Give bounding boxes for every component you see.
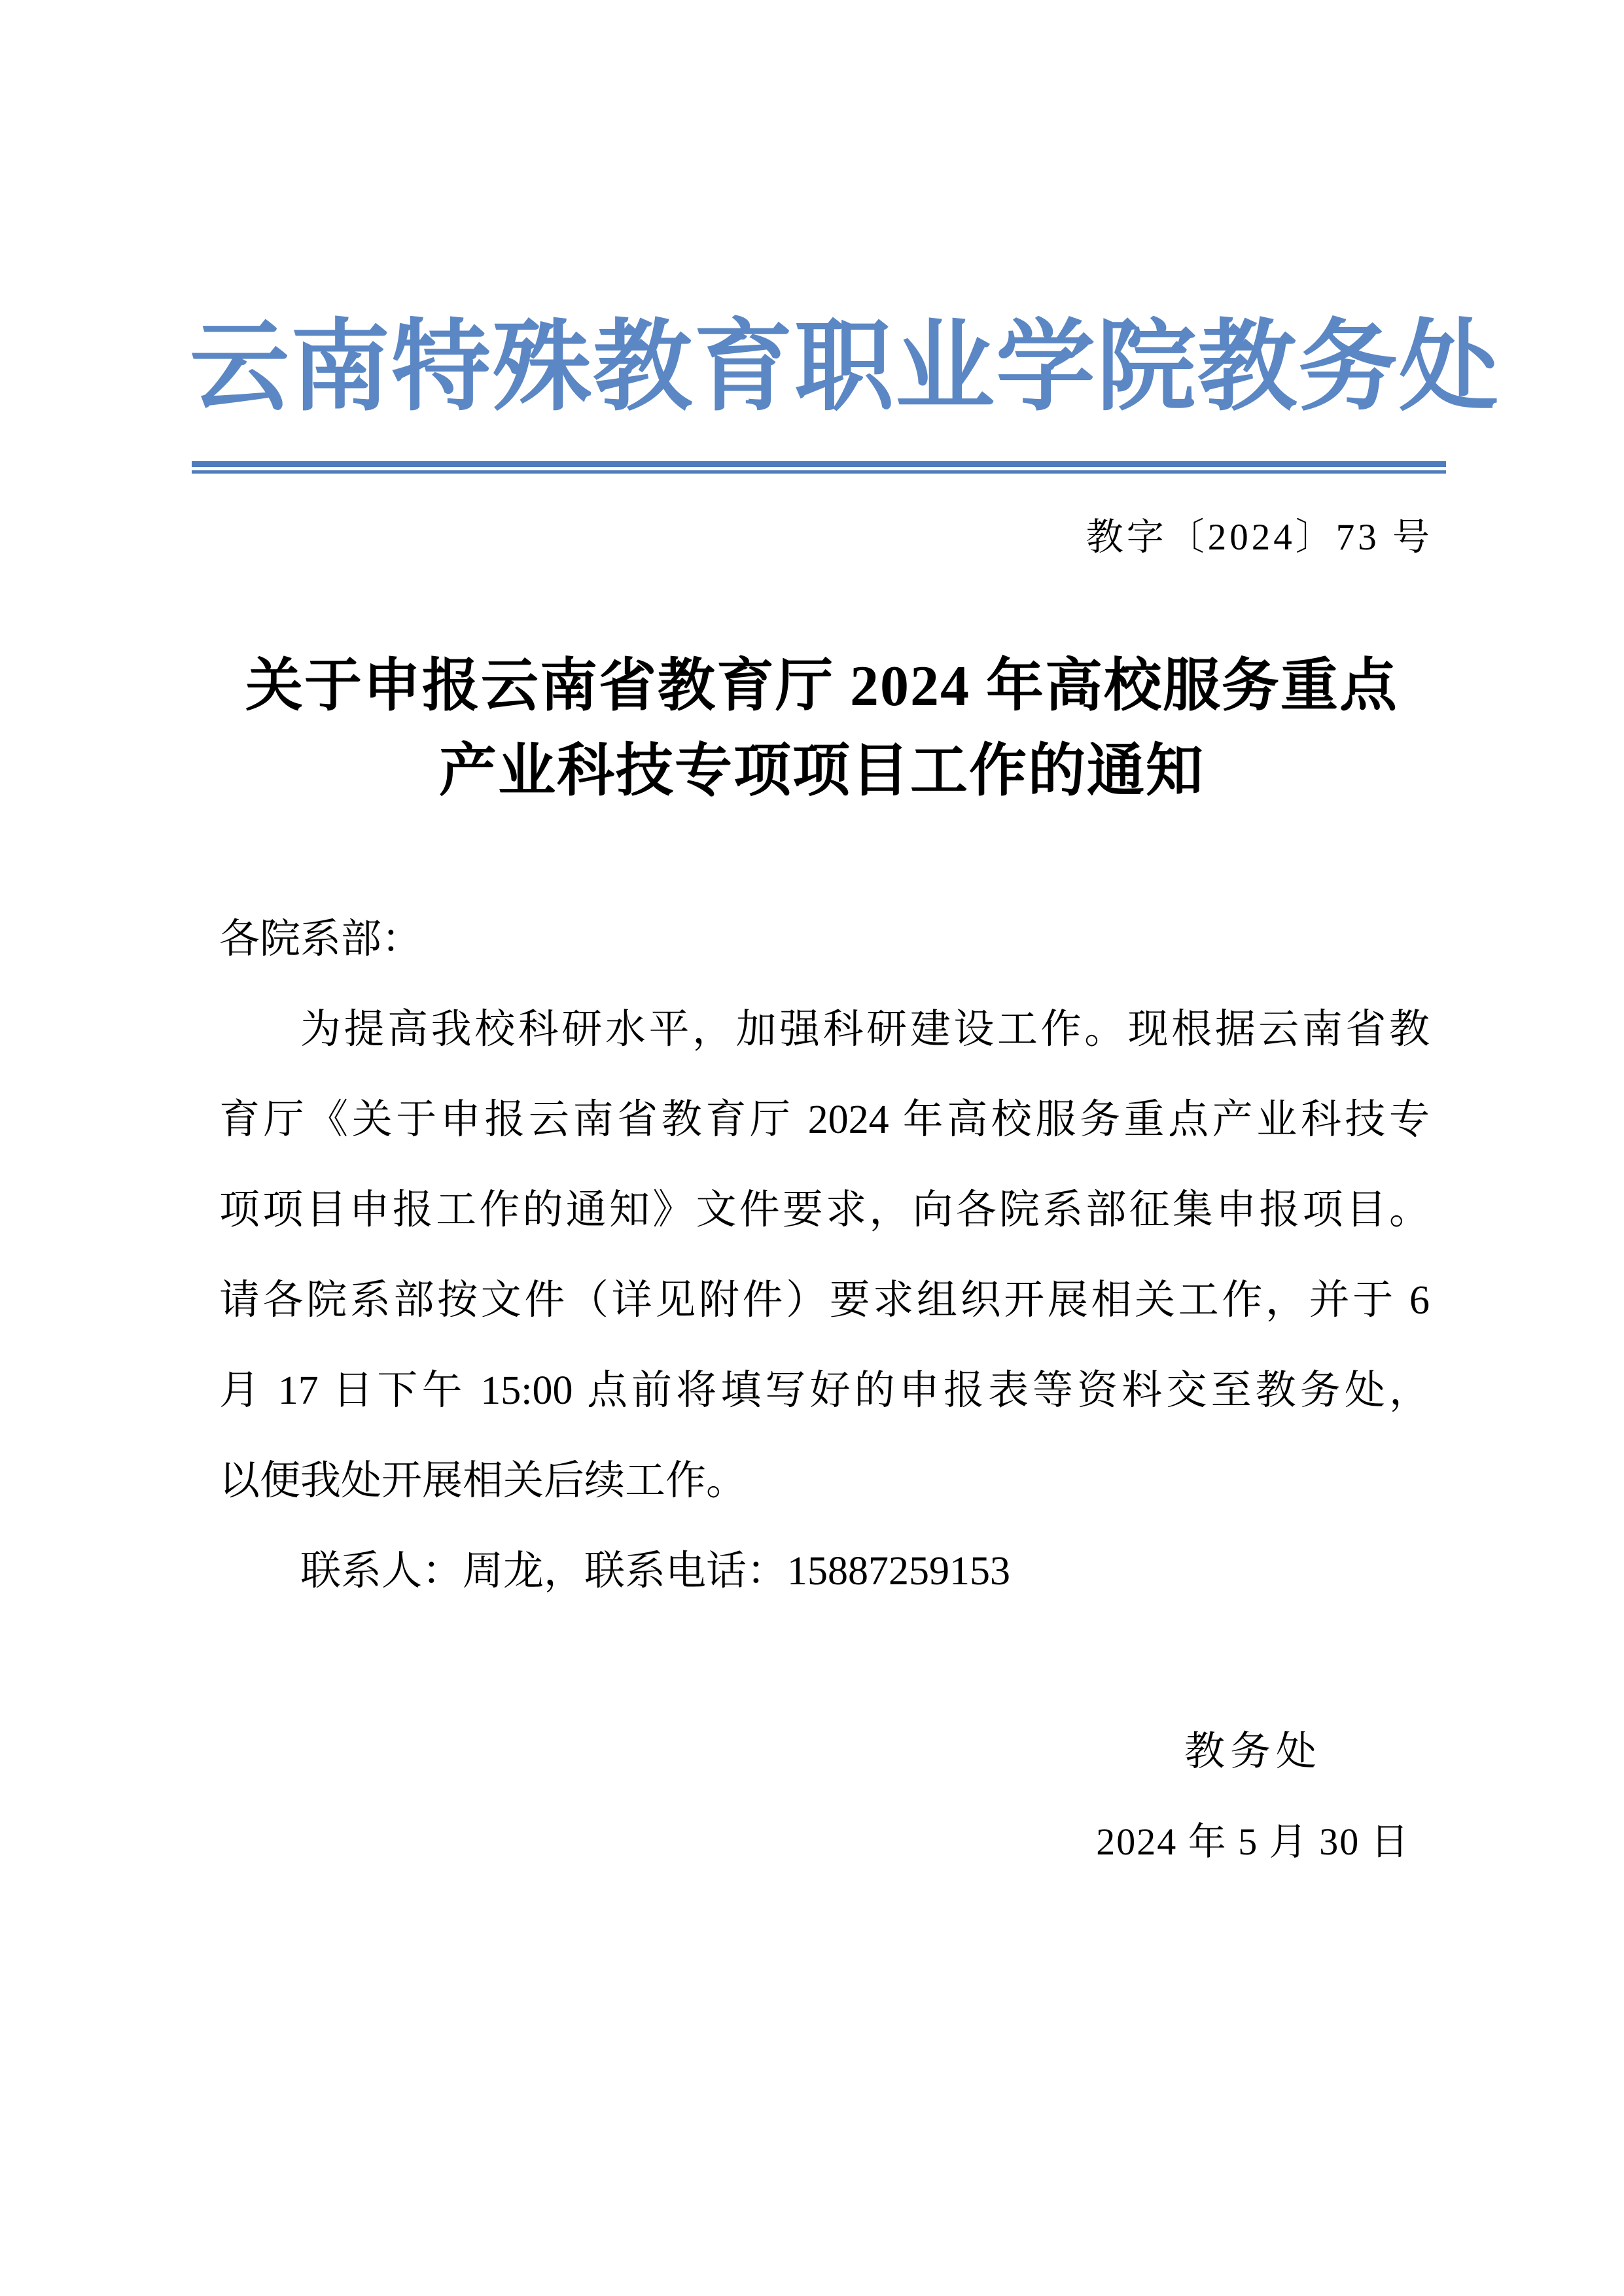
body-line-2: 育厅《关于申报云南省教育厅 2024 年高校服务重点产业科技专: [219, 1098, 1430, 1142]
body-line-3: 项项目申报工作的通知》文件要求，向各院系部征集申报项目。: [219, 1188, 1430, 1232]
divider-thick-rule: [192, 461, 1446, 467]
contact-line: 联系人：周龙，联系电话：15887259153: [300, 1549, 1011, 1593]
body-line-6: 以便我处开展相关后续工作。: [219, 1459, 747, 1503]
notice-title: [213, 644, 1431, 814]
signature-department: 教务处: [1184, 1730, 1322, 1774]
body-line-5: 月 17 日下午 15:00 点前将填写好的申报表等资料交至教务处，: [219, 1368, 1430, 1413]
notice-title-line2: 产业科技专项项目工作的通知: [438, 740, 1205, 803]
signature-date: 2024 年 5 月 30 日: [1096, 1820, 1410, 1863]
salutation: 各院系部：: [219, 917, 423, 962]
body-line-4: 请各院系部按文件（详见附件）要求组织开展相关工作，并于 6: [219, 1278, 1430, 1323]
divider-thin-rule: [192, 470, 1446, 474]
body-line-1: 为提高我校科研水平，加强科研建设工作。现根据云南省教: [300, 1007, 1430, 1052]
signature-block: [1057, 1707, 1449, 1887]
masthead-divider: [192, 461, 1446, 474]
notice-title-line1: 关于申报云南省教育厅 2024 年高校服务重点: [245, 655, 1398, 718]
masthead-title: 云南特殊教育职业学院教务处: [190, 313, 1500, 423]
notice-body: [219, 894, 1430, 1616]
document-number: 教字〔2024〕73 号: [1086, 517, 1433, 558]
